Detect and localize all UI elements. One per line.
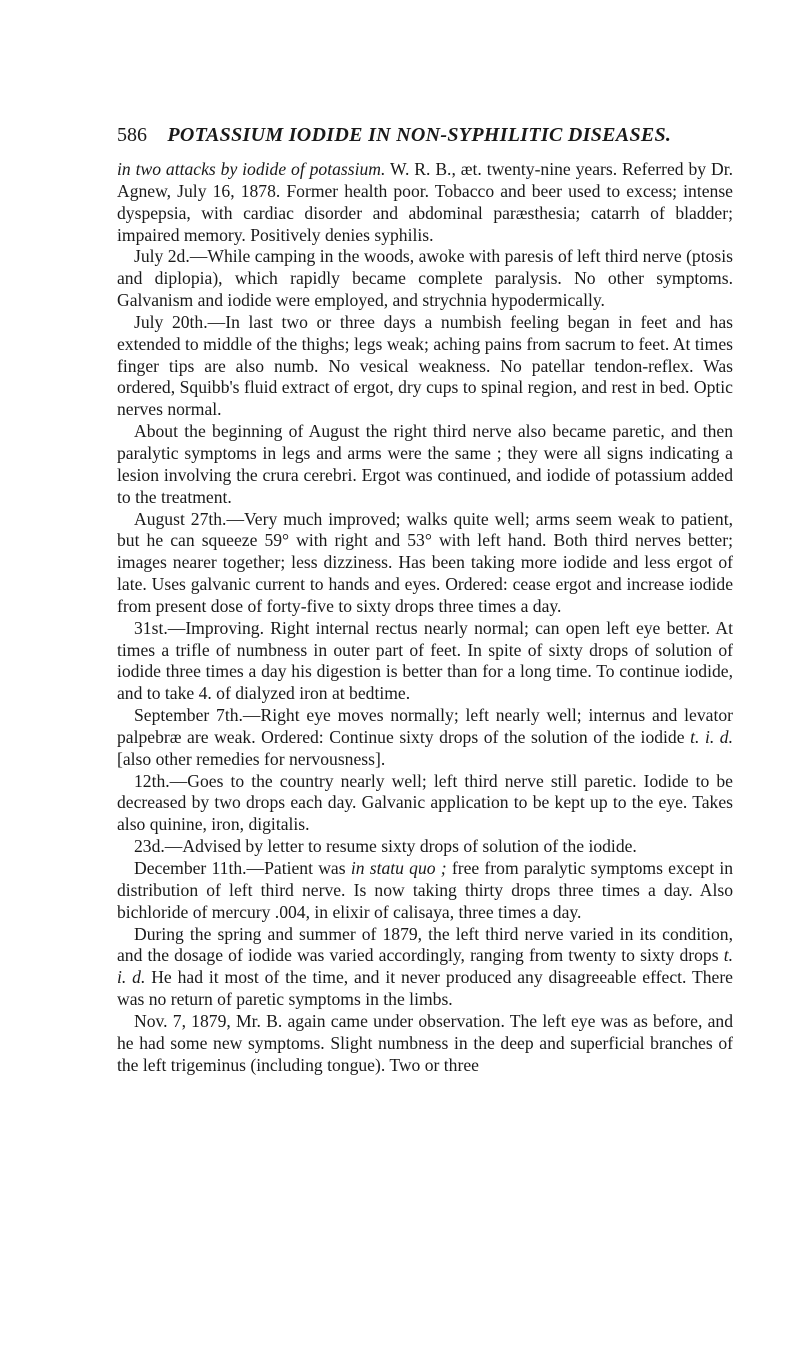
page-number: 586	[117, 124, 147, 146]
paragraph	[117, 312, 733, 421]
paragraph	[117, 1011, 733, 1077]
text-segment: Nov. 7, 1879, Mr. B. again came under observation. The left eye was as before, and he had some new symptoms. Slight numbness in the deep and superficial branches of the left trigeminus (including tongue). Two or three	[117, 1010, 733, 1075]
body-text	[117, 159, 733, 1076]
page-header	[117, 122, 717, 147]
italic-text: in two attacks by iodide of potassium.	[117, 159, 386, 179]
paragraph	[117, 858, 733, 924]
paragraph	[117, 246, 733, 312]
paragraph	[117, 509, 733, 618]
running-head: POTASSIUM IODIDE IN NON-SYPHILITIC DISEASES.	[167, 124, 672, 146]
text-segment: July 20th.—In last two or three days a numbish feeling began in feet and has extended to middle of the thighs; legs weak; aching pains from sacrum to feet. At times finger tips are also numb. No vesical weakness. No patellar tendon-reflex. Was ordered, Squibb's fluid extract of ergot, dry cups to spinal region, and rest in bed. Optic nerves normal.	[117, 311, 733, 420]
paragraph	[117, 705, 733, 771]
italic-text: t. i. d.	[117, 945, 733, 988]
paragraph	[117, 924, 733, 1011]
text-segment: December 11th.—Patient was	[134, 858, 351, 878]
text-segment: September 7th.—Right eye moves normally; left nearly well; internus and levator palpebræ are weak. Ordered: Continue sixty drops of the solution of the iodide	[117, 705, 733, 747]
paragraph	[117, 421, 733, 508]
paragraph	[117, 618, 733, 705]
paragraph	[117, 159, 733, 246]
text-segment: August 27th.—Very much improved; walks quite well; arms seem weak to patient, but he can squeeze 59° with right and 53° with left hand. Both third nerves better; images nearer together; less dizziness. Has been taking more iodide and less ergot of late. Uses galvanic current to hands and eyes. Ordered: cease ergot and increase iodide from present dose of forty-five to sixty drops three times a day.	[117, 508, 733, 616]
text-segment: 31st.—Improving. Right internal rectus nearly normal; can open left eye better. At times a trifle of numbness in outer part of feet. In spite of sixty drops of solution of iodide three times a day his digestion is better than for a long time. To continue iodide, and to take 4. of dialyzed iron at bedtime.	[117, 617, 733, 704]
italic-text: in statu quo ;	[350, 858, 447, 878]
text-segment: 12th.—Goes to the country nearly well; left third nerve still paretic. Iodide to be decreased by two drops each day. Galvanic application to be kept up to the eye. Takes also quinine, iron, digitalis.	[117, 770, 733, 835]
text-segment: July 2d.—While camping in the woods, awoke with paresis of left third nerve (ptosis and diplopia), which rapidly became complete paralysis. No other symptoms. Galvanism and iodide were employed, and strychnia hypodermically.	[117, 246, 733, 311]
text-segment: He had it most of the time, and it never produced any disagreeable effect. There was no return of paretic symptoms in the limbs.	[117, 967, 733, 1010]
text-segment: [also other remedies for nervousness].	[117, 748, 386, 769]
italic-text: t. i. d.	[690, 726, 733, 747]
paragraph	[117, 771, 733, 837]
text-segment: 23d.—Advised by letter to resume sixty drops of solution of the iodide.	[134, 836, 637, 857]
text-segment: During the spring and summer of 1879, the left third nerve varied in its condition, and the dosage of iodide was varied accordingly, ranging from twenty to sixty drops	[117, 923, 733, 966]
text-segment: About the beginning of August the right third nerve also became paretic, and then paralytic symptoms in legs and arms were the same ; they were all signs indicating a lesion involving the crura cerebri. Ergot was continued, and iodide of potassium added to the treatment.	[117, 421, 733, 507]
paragraph	[117, 836, 733, 858]
text-segment: W. R. B., æt. twenty-nine years. Referred by Dr. Agnew, July 16, 1878. Former health poor. Tobacco and beer used to excess; intense dyspepsia, with cardiac disorder and abdominal paræsthesia; catarrh of bladder; impaired memory. Positively denies syphilis.	[117, 159, 733, 245]
text-segment: free from paralytic symptoms except in distribution of left third nerve. Is now taking thirty drops three times a day. Also bichloride of mercury .004, in elixir of calisaya, three times a day.	[117, 858, 733, 922]
